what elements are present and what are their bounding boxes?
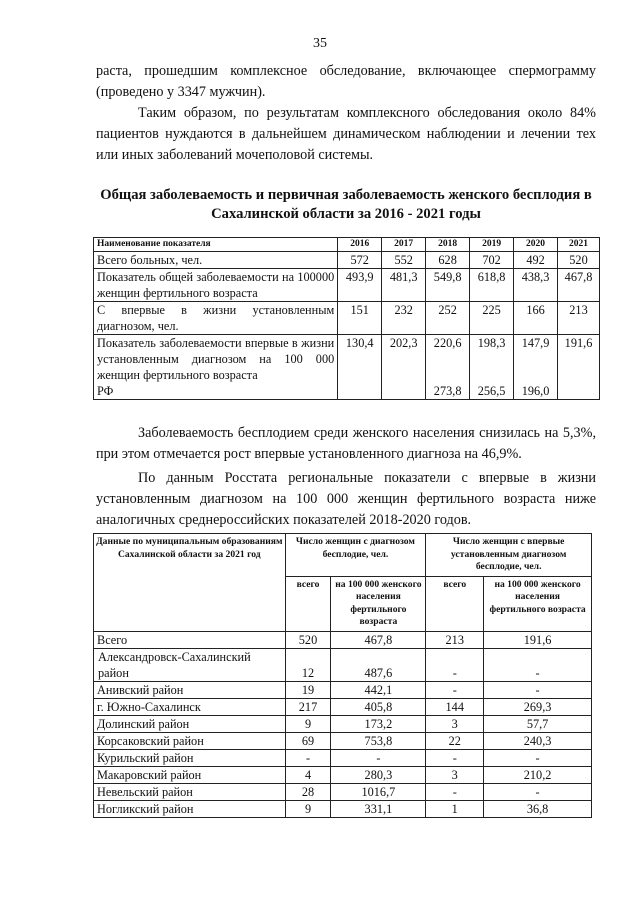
table-row (94, 698, 592, 715)
cell-value: 57,7 (484, 715, 592, 732)
cell-value: 202,3 (382, 335, 426, 384)
district-name: Всего (94, 631, 286, 648)
cell-value: 572 (338, 252, 382, 269)
cell-value: 273,8 (426, 383, 470, 400)
cell-value (382, 383, 426, 400)
table-row (94, 800, 592, 817)
cell-value: 28 (285, 783, 331, 800)
header-district: Данные по муниципальным образованиям Сахалинской области за 2021 год (94, 534, 286, 632)
paragraph-1: раста, прошедшим комплексное обследование, включающее спермограмму (проведено у 3347 мужчин). (96, 63, 596, 100)
cell-value: 240,3 (484, 732, 592, 749)
cell-value: 492 (514, 252, 558, 269)
row-label: Показатель заболеваемости впервые в жизни установленным диагнозом на 100 000 женщин фертильного возраста (94, 335, 338, 384)
cell-value: 3 (426, 766, 484, 783)
table-row (94, 335, 600, 384)
cell-value: 1016,7 (331, 783, 426, 800)
subheader-rate: на 100 000 женского населения фертильного возраста (484, 576, 592, 631)
cell-value: 69 (285, 732, 331, 749)
cell-value: 493,9 (338, 269, 382, 302)
row-label: РФ (94, 383, 338, 400)
cell-value: - (426, 783, 484, 800)
cell-value: 256,5 (470, 383, 514, 400)
cell-value: - (426, 749, 484, 766)
header-group-first-diagnosis: Число женщин с впервые установленным диагнозом бесплодие, чел. (426, 534, 592, 577)
cell-value: 147,9 (514, 335, 558, 384)
cell-value: - (484, 749, 592, 766)
header-year: 2016 (338, 238, 382, 252)
cell-value: 269,3 (484, 698, 592, 715)
cell-value: 467,8 (558, 269, 600, 302)
cell-value: 520 (558, 252, 600, 269)
table-row (94, 766, 592, 783)
cell-value (338, 383, 382, 400)
cell-value: 487,6 (331, 648, 426, 681)
cell-value: 130,4 (338, 335, 382, 384)
cell-value: 213 (558, 302, 600, 335)
paragraph-3-text: Заболеваемость бесплодием среди женского населения снизилась на 5,3%, при этом отмечается рост впервые установленного диагноза на 46,9%. (96, 425, 596, 462)
header-year: 2017 (382, 238, 426, 252)
cell-value: 252 (426, 302, 470, 335)
table1-title: Общая заболеваемость и первичная заболеваемость женского бесплодия в Сахалинской области за 2016 - 2021 годы (100, 187, 592, 222)
table-row-rf (94, 383, 600, 400)
header-year: 2020 (514, 238, 558, 252)
district-name: г. Южно-Сахалинск (94, 698, 286, 715)
cell-value: 438,3 (514, 269, 558, 302)
table-row (94, 648, 592, 681)
subheader-rate: на 100 000 женского населения фертильного возраста (331, 576, 426, 631)
cell-value: 331,1 (331, 800, 426, 817)
cell-value: 552 (382, 252, 426, 269)
cell-value: 4 (285, 766, 331, 783)
header-year: 2018 (426, 238, 470, 252)
cell-value: 1 (426, 800, 484, 817)
paragraph-2-text: Таким образом, по результатам комплексного обследования около 84% пациентов нуждаются в дальнейшем динамическом наблюдении и лечении тех или иных заболеваний мочеполовой системы. (96, 105, 596, 163)
header-indicator-name: Наименование показателя (94, 238, 338, 252)
table-row (94, 302, 600, 335)
subheader-total: всего (285, 576, 331, 631)
cell-value: 405,8 (331, 698, 426, 715)
page-number: 35 (313, 36, 327, 51)
cell-value: 191,6 (484, 631, 592, 648)
table-row (94, 681, 592, 698)
cell-value: 166 (514, 302, 558, 335)
cell-value: 467,8 (331, 631, 426, 648)
cell-value: 280,3 (331, 766, 426, 783)
cell-value: 628 (426, 252, 470, 269)
table-row (94, 269, 600, 302)
districts-table (93, 533, 592, 818)
table-row (94, 783, 592, 800)
cell-value: 173,2 (331, 715, 426, 732)
table-row (94, 715, 592, 732)
paragraph-3 (96, 423, 596, 465)
table-row (94, 252, 600, 269)
district-name: Курильский район (94, 749, 286, 766)
header-year: 2021 (558, 238, 600, 252)
cell-value (558, 383, 600, 400)
cell-value: - (426, 681, 484, 698)
cell-value: 213 (426, 631, 484, 648)
cell-value: 144 (426, 698, 484, 715)
cell-value: - (285, 749, 331, 766)
cell-value: 220,6 (426, 335, 470, 384)
cell-value: 217 (285, 698, 331, 715)
cell-value: 753,8 (331, 732, 426, 749)
cell-value: - (484, 783, 592, 800)
district-name: Долинский район (94, 715, 286, 732)
cell-value: 196,0 (514, 383, 558, 400)
cell-value: 520 (285, 631, 331, 648)
cell-value: 151 (338, 302, 382, 335)
table1-header-row (94, 238, 600, 252)
cell-value: 19 (285, 681, 331, 698)
district-name: Корсаковский район (94, 732, 286, 749)
district-name: Невельский район (94, 783, 286, 800)
row-label: Показатель общей заболеваемости на 100000 женщин фертильного возраста (94, 269, 338, 302)
header-group-diagnosis: Число женщин с диагнозом бесплодие, чел. (285, 534, 426, 577)
cell-value: - (484, 681, 592, 698)
district-name: Анивский район (94, 681, 286, 698)
cell-value: 9 (285, 715, 331, 732)
table-row (94, 631, 592, 648)
table-row (94, 732, 592, 749)
cell-value: 36,8 (484, 800, 592, 817)
cell-value: 22 (426, 732, 484, 749)
cell-value: - (331, 749, 426, 766)
cell-value: 210,2 (484, 766, 592, 783)
cell-value: 481,3 (382, 269, 426, 302)
cell-value: 3 (426, 715, 484, 732)
cell-value: 12 (285, 648, 331, 681)
cell-value: 198,3 (470, 335, 514, 384)
subheader-total: всего (426, 576, 484, 631)
row-label: С впервые в жизни установленным диагнозом, чел. (94, 302, 338, 335)
district-name: Макаровский район (94, 766, 286, 783)
district-name: Ногликский район (94, 800, 286, 817)
cell-value: 618,8 (470, 269, 514, 302)
cell-value: 232 (382, 302, 426, 335)
cell-value: 9 (285, 800, 331, 817)
cell-value: 549,8 (426, 269, 470, 302)
cell-value: - (484, 648, 592, 681)
paragraph-4-text: По данным Росстата региональные показатели с впервые в жизни установленным диагнозом на 100 000 женщин фертильного возраста ниже аналогичных среднероссийских показателей 2018-2020 годов. (96, 470, 596, 528)
district-name: Александровск-Сахалинский район (94, 648, 286, 681)
cell-value: 225 (470, 302, 514, 335)
cell-value: 702 (470, 252, 514, 269)
paragraph-4 (96, 468, 596, 531)
cell-value: 191,6 (558, 335, 600, 384)
cell-value: 442,1 (331, 681, 426, 698)
row-label: Всего больных, чел. (94, 252, 338, 269)
incidence-table (93, 237, 600, 400)
cell-value: - (426, 648, 484, 681)
paragraph-2 (96, 103, 596, 166)
table-row (94, 749, 592, 766)
header-year: 2019 (470, 238, 514, 252)
table2-header-row (94, 534, 592, 577)
